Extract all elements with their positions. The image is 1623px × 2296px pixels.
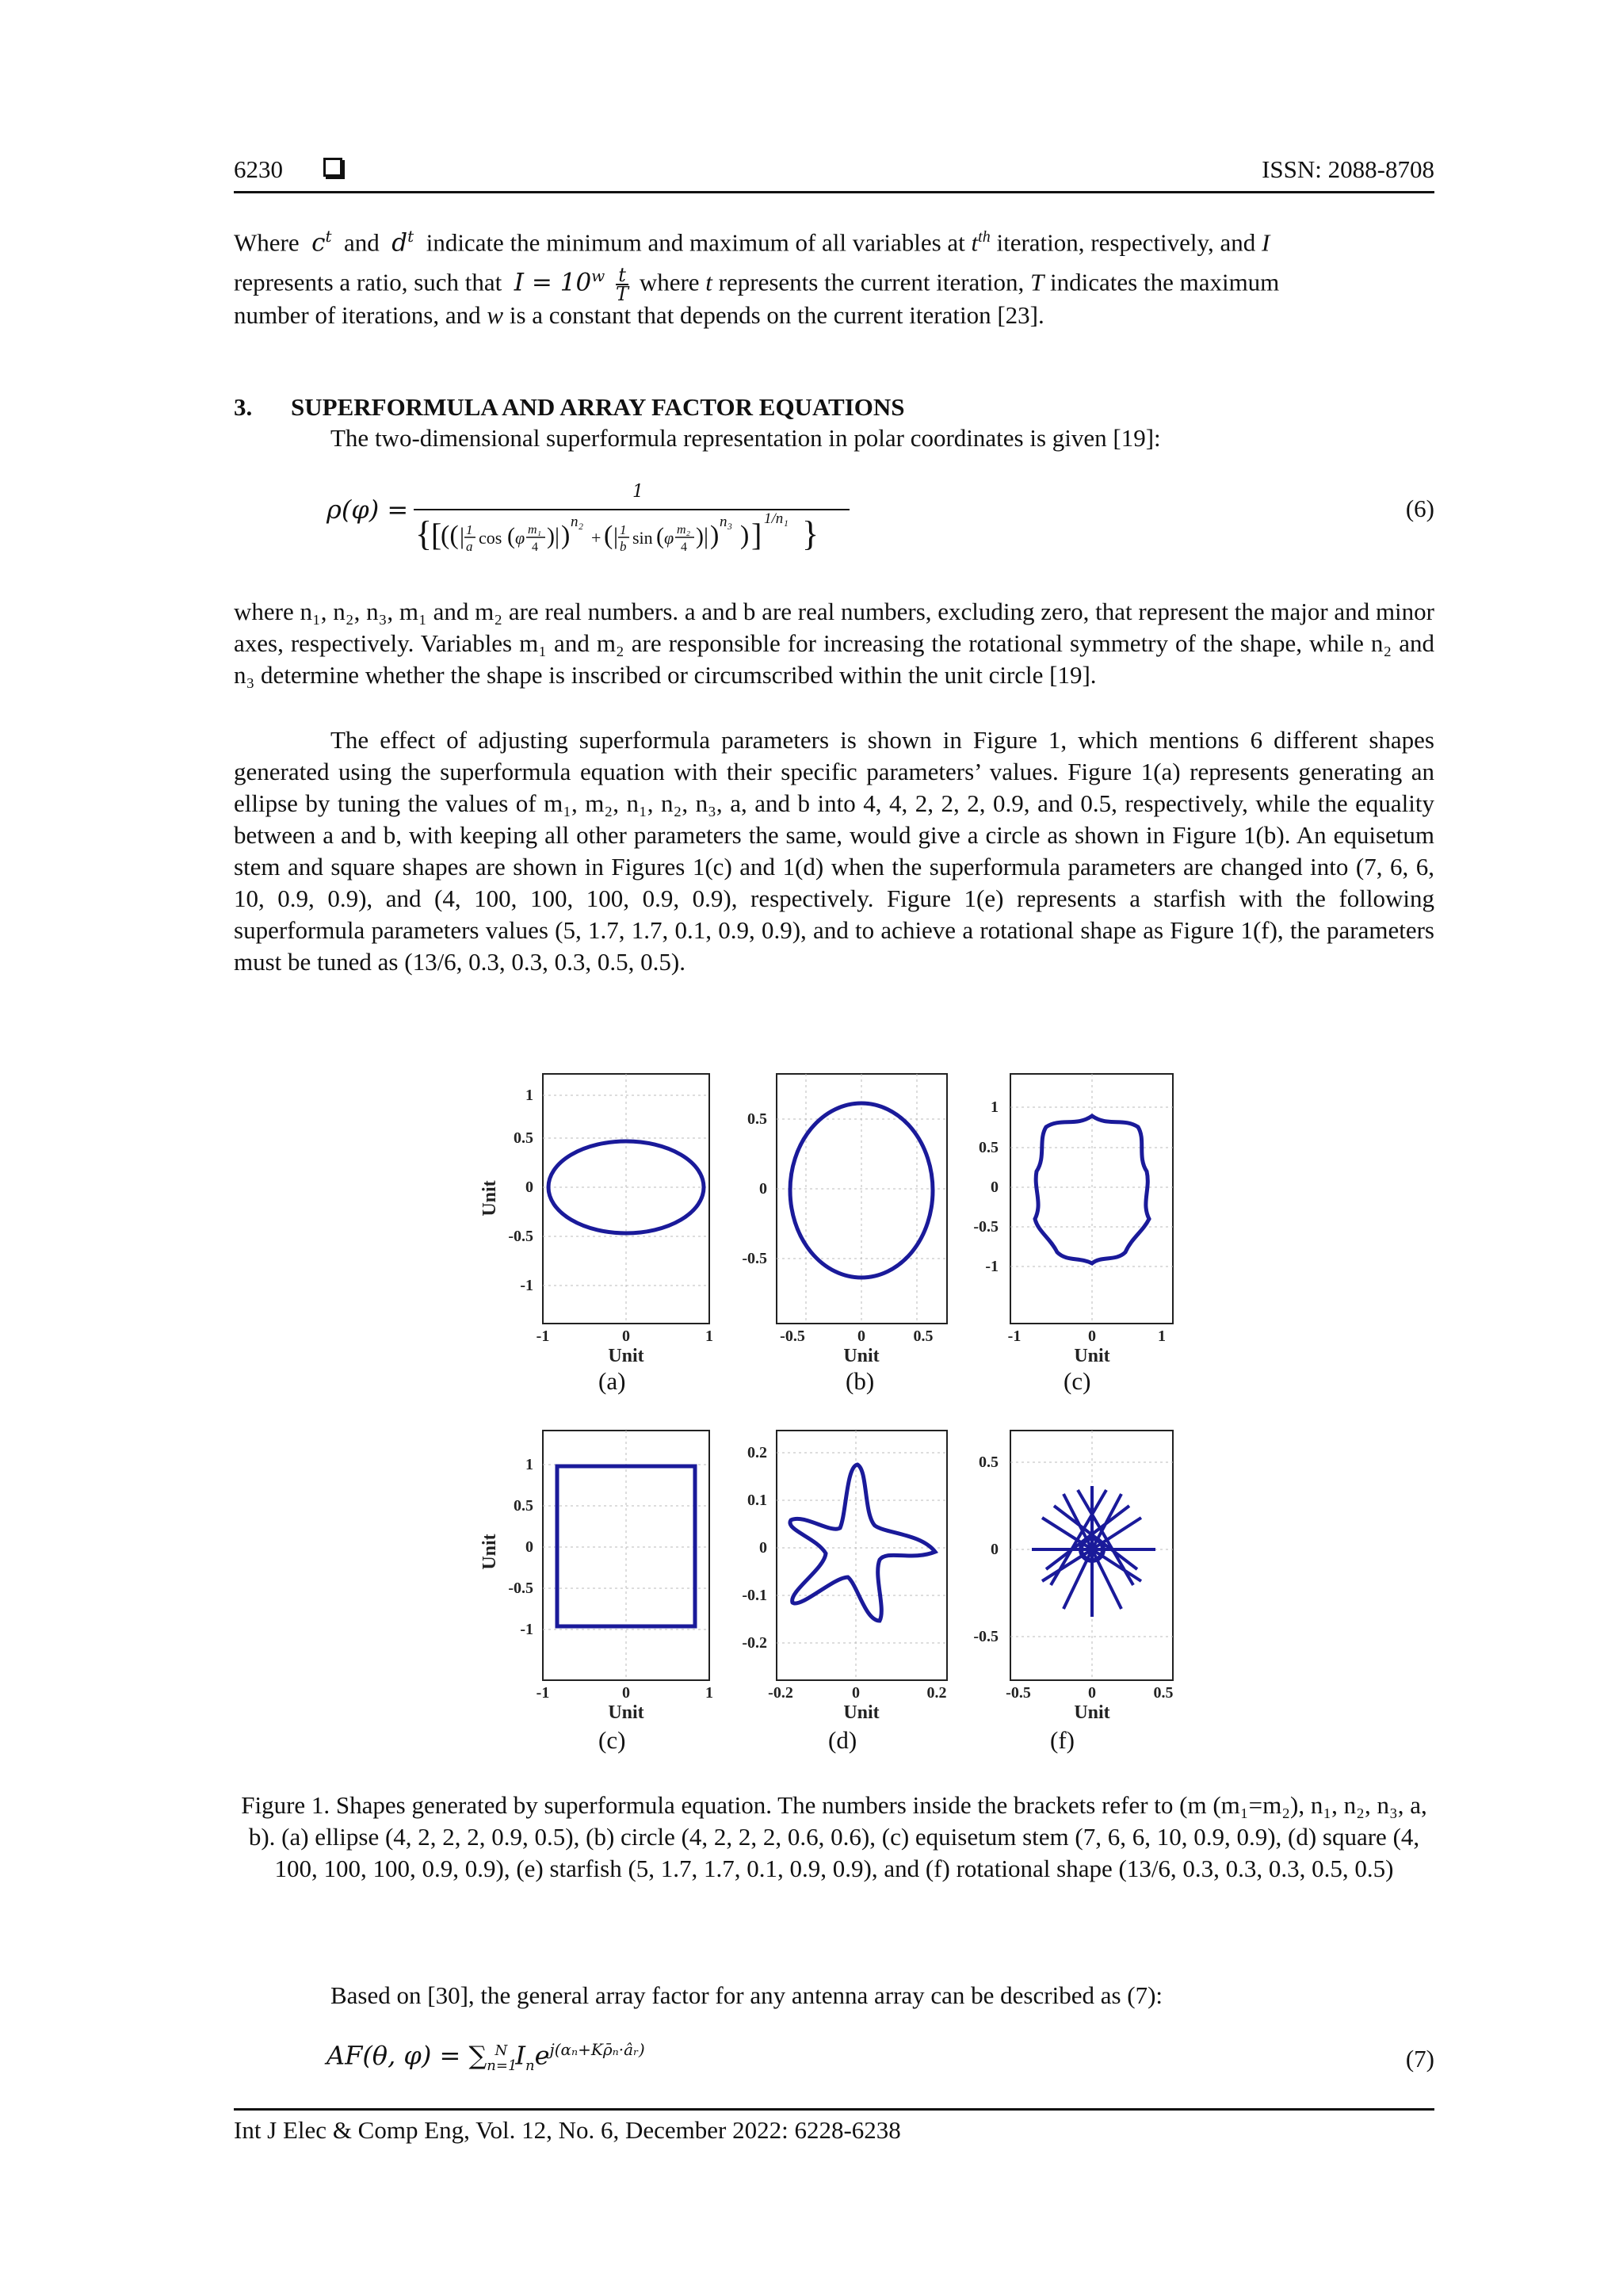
svg-text:): ): [547, 523, 555, 549]
svg-text:}: }: [802, 514, 819, 553]
subplot-d-starfish: [742, 1431, 947, 1723]
xtick: 1: [705, 1328, 713, 1345]
svg-text:{: {: [415, 514, 433, 553]
ytick: 1: [525, 1087, 533, 1104]
section-number: 3.: [234, 393, 253, 421]
svg-text:|: |: [613, 523, 619, 549]
svg-text:n₃: n₃: [720, 514, 733, 530]
intro-line-2: represents a ratio, such that $I = 10^w$ $\frac{t}{T}$ where t represents the current iteration, T indicates the maximum: [234, 264, 1280, 306]
eq7: AF(θ, $\varphi) = \sum_{n=1}^N$ $I_ne^{j(\alpha_n+K\rhō_n\cdot âᵣ)}$: [327, 2040, 645, 2075]
ytick: -0.5: [742, 1250, 767, 1267]
ytick: -0.2: [742, 1634, 767, 1652]
x-axis-label: Unit: [1074, 1346, 1110, 1366]
ytick: 0: [759, 1539, 767, 1557]
svg-text:a: a: [466, 539, 473, 554]
svg-text:m₁: m₁: [528, 523, 542, 537]
xtick: 1: [1158, 1328, 1166, 1345]
ytick: 0: [759, 1180, 767, 1198]
issn: ISSN: 2088-8708: [1262, 155, 1434, 183]
svg-text:cos: cos: [479, 528, 502, 548]
xtick: -1: [536, 1328, 550, 1345]
footer-rule: [234, 2108, 1434, 2111]
xtick: 0.5: [1153, 1684, 1174, 1702]
svg-text:m₂: m₂: [677, 523, 691, 537]
xtick: -1: [536, 1684, 550, 1702]
ytick: -0.5: [508, 1580, 533, 1597]
svg-text:sin: sin: [632, 528, 653, 548]
journal-footer: Int J Elec & Comp Eng, Vol. 12, No. 6, December 2022: 6228-6238: [234, 2116, 901, 2144]
square-icon: [323, 158, 342, 177]
y-axis-label: Unit: [479, 1534, 500, 1570]
ytick: 0.5: [979, 1139, 999, 1156]
eq7-number: (7): [1405, 2045, 1434, 2073]
ytick: 0.5: [514, 1497, 533, 1515]
section-title: SUPERFORMULA AND ARRAY FACTOR EQUATIONS: [291, 393, 905, 421]
subplot-label-a: (a): [598, 1367, 626, 1395]
page-number: 6230: [234, 155, 283, 183]
xtick: 0: [852, 1684, 860, 1702]
xtick: -0.2: [768, 1684, 793, 1702]
svg-text:[: [: [431, 517, 442, 552]
svg-text:(: (: [604, 521, 613, 550]
svg-text:(: (: [656, 523, 664, 549]
svg-text:b: b: [620, 539, 627, 554]
svg-text:+: +: [591, 528, 601, 548]
ytick: 1: [525, 1456, 533, 1473]
ytick: 0.5: [747, 1110, 767, 1128]
svg-text:): ): [561, 521, 571, 550]
svg-text:): ): [696, 523, 704, 549]
x-axis-label: Unit: [1074, 1702, 1110, 1723]
svg-text:φ: φ: [664, 528, 674, 548]
svg-text:4: 4: [532, 541, 538, 554]
subplot-a: [479, 1074, 713, 1366]
paragraph-array-factor: Based on [30], the general array factor for any antenna array can be described as (7):: [330, 1981, 1163, 2009]
ytick: -1: [520, 1621, 533, 1638]
x-axis-label: Unit: [608, 1702, 644, 1723]
ytick: 0.2: [747, 1444, 767, 1461]
ytick: 0.1: [747, 1492, 767, 1509]
xtick: 0.5: [913, 1328, 934, 1345]
ytick: -1: [520, 1277, 533, 1294]
svg-text:|: |: [555, 523, 560, 549]
xtick: 0.2: [926, 1684, 947, 1702]
ytick: 0: [991, 1179, 999, 1196]
subplot-label-d: (d): [828, 1726, 857, 1754]
x-axis-label: Unit: [843, 1346, 880, 1366]
svg-text:]: ]: [751, 517, 762, 552]
ytick: 0: [525, 1179, 533, 1196]
paragraph-figure-description: The effect of adjusting superformula parameters is shown in Figure 1, which mentions 6 different shapes generated using the superformula equation with their specific parameters’ values. Figure 1(a) represents generating an ellipse by tuning the values of m₁, m₂, n₁, n₂, n₃, a, and b into 4, 4, 2, 2, 2, 0.9, and 0.5, respectively, while the equality between a and b, with keeping all other parameters the same, would give a circle as shown in Figure 1(b). An equisetum stem and square shapes are shown in Figures 1(c) and 1(d) when the superformula parameters are changed into (7, 6, 6, 10, 0.9, 0.9), and (4, 100, 100, 100, 0.9, 0.9), respectively. Figure 1(e) represents a starfish with the following superformula parameters values (5, 1.7, 1.7, 0.1, 0.9, 0.9), and to achieve a rotational shape as Figure 1(f), the parameters must be tuned as (13/6, 0.3, 0.3, 0.3, 0.5, 0.5).: [234, 726, 1434, 976]
xtick: 0: [1088, 1684, 1096, 1702]
xtick: -0.5: [780, 1328, 805, 1345]
svg-text:): ): [710, 521, 720, 550]
subplot-label-b: (b): [846, 1367, 875, 1395]
svg-text:1/n₁: 1/n₁: [764, 510, 789, 527]
ytick: 1: [991, 1098, 999, 1116]
svg-text:n₂: n₂: [571, 514, 584, 530]
eq6-denominator: [414, 507, 857, 563]
xtick: -0.5: [1006, 1684, 1031, 1702]
paragraph-variables: where n₁, n₂, n₃, m₁ and m₂ are real numbers. a and b are real numbers, excluding zero, that represent the major and minor axes, respectively. Variables m₁ and m₂ are responsible for increasing the rotational symmetry of the shape, while n₂ and n₃ determine whether the shape is inscribed or circumscribed within the unit circle [19].: [234, 598, 1434, 689]
subplot-b: [742, 1074, 947, 1366]
ytick: -0.1: [742, 1587, 767, 1604]
figure-1-plots: [468, 1062, 1189, 1752]
svg-text:): ): [740, 521, 750, 550]
ytick: -1: [985, 1258, 999, 1275]
ytick: -0.5: [973, 1218, 999, 1236]
intro-line-1: Where $c^t$ and $d^t$ indicate the minimum and maximum of all variables at $t^{th}$ iteration, respectively, and I: [234, 227, 1270, 258]
svg-text:(: (: [507, 523, 515, 549]
subplot-label-f: (f): [1050, 1726, 1075, 1754]
subplot-d-square: [479, 1431, 713, 1723]
svg-text:|: |: [460, 523, 465, 549]
header-rule: [234, 191, 1434, 193]
svg-text:φ: φ: [515, 528, 525, 548]
svg-text:|: |: [704, 523, 709, 549]
subplot-label-c: (c): [1064, 1367, 1091, 1395]
eq6-number: (6): [1405, 495, 1434, 522]
xtick: 0: [622, 1684, 630, 1702]
svg-text:((: ((: [441, 521, 459, 550]
svg-text:1: 1: [620, 522, 627, 537]
subplot-c: [973, 1074, 1173, 1366]
ytick: 0.5: [514, 1129, 533, 1147]
eq6-lhs: ρ(φ) =: [327, 495, 409, 525]
xtick: 0: [1088, 1328, 1096, 1345]
xtick: 0: [857, 1328, 865, 1345]
ytick: 0: [525, 1538, 533, 1556]
ytick: 0: [991, 1541, 999, 1558]
svg-text:1: 1: [466, 522, 473, 537]
figure-1: [468, 1062, 1189, 1752]
x-axis-label: Unit: [843, 1702, 880, 1723]
ytick: 0.5: [979, 1454, 999, 1471]
svg-text:4: 4: [681, 541, 687, 554]
figure-caption: Figure 1. Shapes generated by superformula equation. The numbers inside the brackets refer to (m (m₁=m₂), n₁, n₂, n₃, a, b). (a) ellipse (4, 2, 2, 2, 0.9, 0.5), (b) circle (4, 2, 2, 2, 0.6, 0.6), (c) equisetum stem (7, 6, 6, 10, 0.9, 0.9), (d) square (4, 100, 100, 100, 0.9, 0.9), (e) starfish (5, 1.7, 1.7, 0.1, 0.9, 0.9), and (f) rotational shape (13/6, 0.3, 0.3, 0.3, 0.5, 0.5): [241, 1791, 1427, 1882]
eq6-numerator: 1: [632, 482, 643, 502]
section-lead: The two-dimensional superformula representation in polar coordinates is given [19]:: [330, 424, 1161, 452]
xtick: 1: [705, 1684, 713, 1702]
subplot-label-c2: (c): [598, 1726, 626, 1754]
x-axis-label: Unit: [608, 1346, 644, 1366]
xtick: -1: [1007, 1328, 1022, 1345]
intro-line-3: number of iterations, and w is a constant that depends on the current iteration [23].: [234, 301, 1044, 329]
subplot-f: [973, 1431, 1173, 1723]
xtick: 0: [622, 1328, 630, 1345]
y-axis-label: Unit: [479, 1180, 500, 1217]
ytick: -0.5: [973, 1628, 999, 1645]
ytick: -0.5: [508, 1228, 533, 1245]
